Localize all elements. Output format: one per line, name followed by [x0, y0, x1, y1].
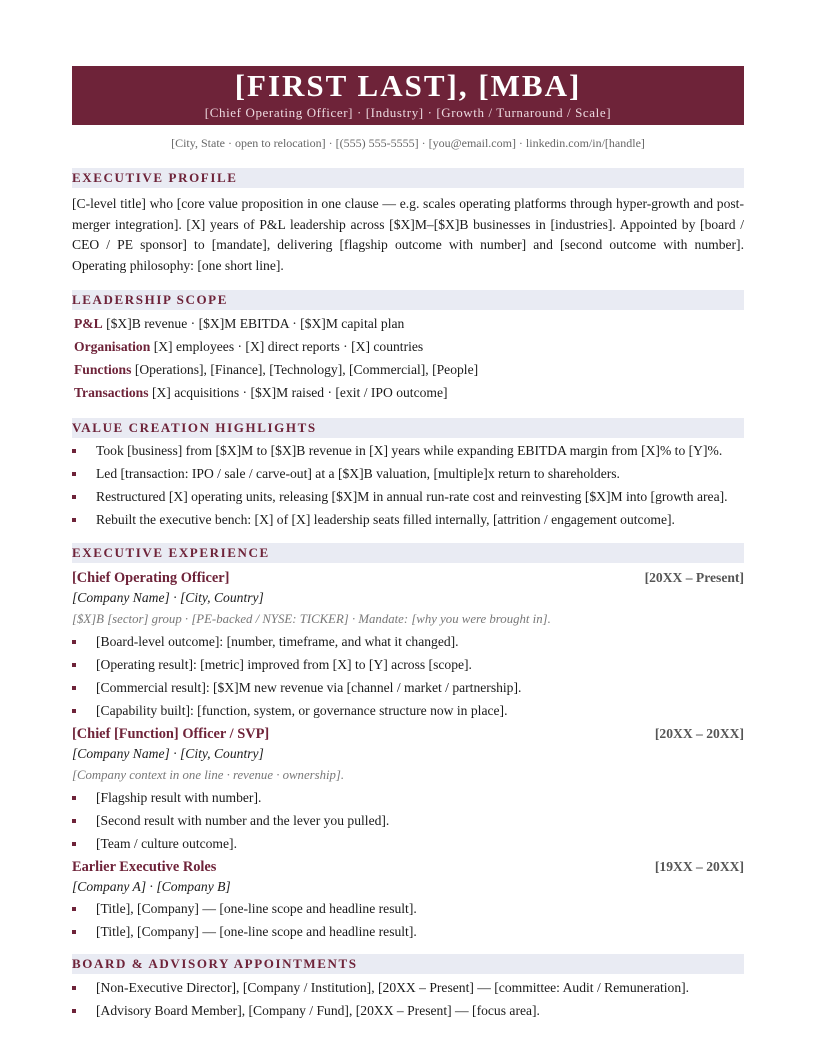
- role-bullets: [72, 632, 744, 722]
- bullet-icon: [72, 986, 76, 990]
- bullet-icon: [72, 449, 76, 453]
- bullet-text: [Capability built]: [function, system, or governance structure now in place].: [96, 702, 508, 718]
- role-header: [72, 724, 744, 744]
- contact-line: [City, State · open to relocation] · [(555) 555-5555] · [you@email.com] · linkedin.com/in/[handle]: [171, 136, 645, 150]
- company-context: [Company context in one line · revenue · ownership].: [72, 767, 345, 782]
- role-block: [72, 724, 744, 855]
- list-item: [72, 978, 744, 999]
- section-heading-profile: EXECUTIVE PROFILE: [72, 168, 744, 188]
- bullet-icon: [72, 663, 76, 667]
- role-dates: [19XX – 20XX]: [654, 858, 744, 874]
- section-heading-board: BOARD & ADVISORY APPOINTMENTS: [72, 954, 744, 974]
- role-title: [Chief Operating Officer]: [72, 569, 230, 586]
- role-header: [72, 857, 744, 877]
- list-item: [72, 441, 744, 462]
- scope-value: [Operations], [Finance], [Technology], [Commercial], [People]: [134, 362, 479, 378]
- company-line: [Company Name] · [City, Country]: [72, 589, 264, 605]
- name-banner: [72, 66, 744, 125]
- bullet-icon: [72, 796, 76, 800]
- scope-value: [X] employees · [X] direct reports · [X] countries: [153, 339, 424, 355]
- headline-tagline: [Chief Operating Officer] · [Industry] · [Growth / Turnaround / Scale]: [204, 105, 612, 120]
- scope-key: Transactions: [74, 385, 149, 401]
- role-block: [72, 568, 744, 722]
- role-title: [Chief [Function] Officer / SVP]: [72, 725, 270, 742]
- bullet-icon: [72, 930, 76, 934]
- scope-row: [72, 335, 744, 358]
- bullet-text: [Team / culture outcome].: [96, 835, 237, 851]
- bullet-text: [Non-Executive Director], [Company / Institution], [20XX – Present] — [committee: Audit / Remuneration].: [96, 980, 690, 996]
- bullet-text: [Board-level outcome]: [number, timeframe, and what it changed].: [96, 633, 459, 649]
- bullet-icon: [72, 518, 76, 522]
- role-bullets: [72, 899, 744, 943]
- bullet-icon: [72, 819, 76, 823]
- list-item: [72, 899, 744, 920]
- list-item: [72, 655, 744, 676]
- bullet-text: [Second result with number and the lever you pulled].: [96, 812, 390, 828]
- bullet-text: [Commercial result]: [$X]M new revenue via [channel / market / partnership].: [96, 679, 522, 695]
- scope-list: [72, 312, 744, 404]
- scope-row: [72, 381, 744, 404]
- role-block: [72, 857, 744, 943]
- resume-page: [72, 66, 744, 1024]
- role-header: [72, 568, 744, 588]
- bullet-icon: [72, 686, 76, 690]
- company-line: [Company Name] · [City, Country]: [72, 745, 264, 761]
- scope-value: [$X]B revenue · [$X]M EBITDA · [$X]M capital plan: [106, 316, 405, 332]
- list-item: [72, 811, 744, 832]
- highlights-list: [72, 441, 744, 531]
- role-dates: [20XX – 20XX]: [654, 725, 744, 741]
- list-item: [72, 922, 744, 943]
- bullet-text: [Flagship result with number].: [96, 789, 262, 805]
- bullet-icon: [72, 1009, 76, 1013]
- list-item: [72, 678, 744, 699]
- bullet-text: Took [business] from [$X]M to [$X]B revenue in [X] years while expanding EBITDA margin from [X]% to [Y]%.: [96, 443, 723, 459]
- scope-value: [X] acquisitions · [$X]M raised · [exit / IPO outcome]: [151, 385, 448, 401]
- list-item: [72, 510, 744, 531]
- bullet-icon: [72, 495, 76, 499]
- bullet-text: [Operating result]: [metric] improved from [X] to [Y] across [scope].: [96, 656, 472, 672]
- section-heading-scope: LEADERSHIP SCOPE: [72, 290, 744, 310]
- profile-summary: [C-level title] who [core value proposition in one clause — e.g. scales operating platforms through hyper-growth and post-merger integration]. [X] years of P&L leadership across [$X]M–[$X]B businesses in [industries]. Appointed by [board / CEO / PE sponsor] to [mandate], delivering [flagship outcome with number] and [second outcome with number]. Operating philosophy: [one short line].: [72, 196, 744, 273]
- list-item: [72, 632, 744, 653]
- bullet-icon: [72, 709, 76, 713]
- bullet-text: Restructured [X] operating units, releasing [$X]M in annual run-rate cost and reinvesting [$X]M into [growth area].: [96, 489, 728, 505]
- bullet-icon: [72, 472, 76, 476]
- company-line: [Company A] · [Company B]: [72, 878, 231, 894]
- list-item: [72, 487, 744, 508]
- section-heading-highlights: VALUE CREATION HIGHLIGHTS: [72, 418, 744, 438]
- list-item: [72, 464, 744, 485]
- scope-row: [72, 312, 744, 335]
- bullet-text: [Title], [Company] — [one-line scope and headline result].: [96, 900, 417, 916]
- list-item: [72, 788, 744, 809]
- scope-key: P&L: [74, 316, 103, 332]
- bullet-icon: [72, 842, 76, 846]
- candidate-name: [FIRST LAST], [MBA]: [234, 68, 582, 103]
- role-title: Earlier Executive Roles: [72, 858, 217, 875]
- bullet-text: Rebuilt the executive bench: [X] of [X] leadership seats filled internally, [attrition / engagement outcome].: [96, 512, 675, 528]
- company-context: [$X]B [sector] group · [PE-backed / NYSE: TICKER] · Mandate: [why you were brought in].: [72, 611, 551, 626]
- board-list: [72, 978, 744, 1022]
- bullet-text: [Advisory Board Member], [Company / Fund], [20XX – Present] — [focus area].: [96, 1003, 540, 1019]
- scope-key: Functions: [74, 362, 132, 378]
- bullet-text: [Title], [Company] — [one-line scope and headline result].: [96, 923, 417, 939]
- bullet-icon: [72, 907, 76, 911]
- list-item: [72, 1001, 744, 1022]
- list-item: [72, 701, 744, 722]
- scope-key: Organisation: [74, 339, 151, 355]
- role-bullets: [72, 788, 744, 855]
- scope-row: [72, 358, 744, 381]
- list-item: [72, 834, 744, 855]
- bullet-text: Led [transaction: IPO / sale / carve-out] at a [$X]B valuation, [multiple]x return to shareholders.: [96, 466, 620, 482]
- bullet-icon: [72, 640, 76, 644]
- role-dates: [20XX – Present]: [644, 569, 744, 585]
- section-heading-experience: EXECUTIVE EXPERIENCE: [72, 543, 744, 563]
